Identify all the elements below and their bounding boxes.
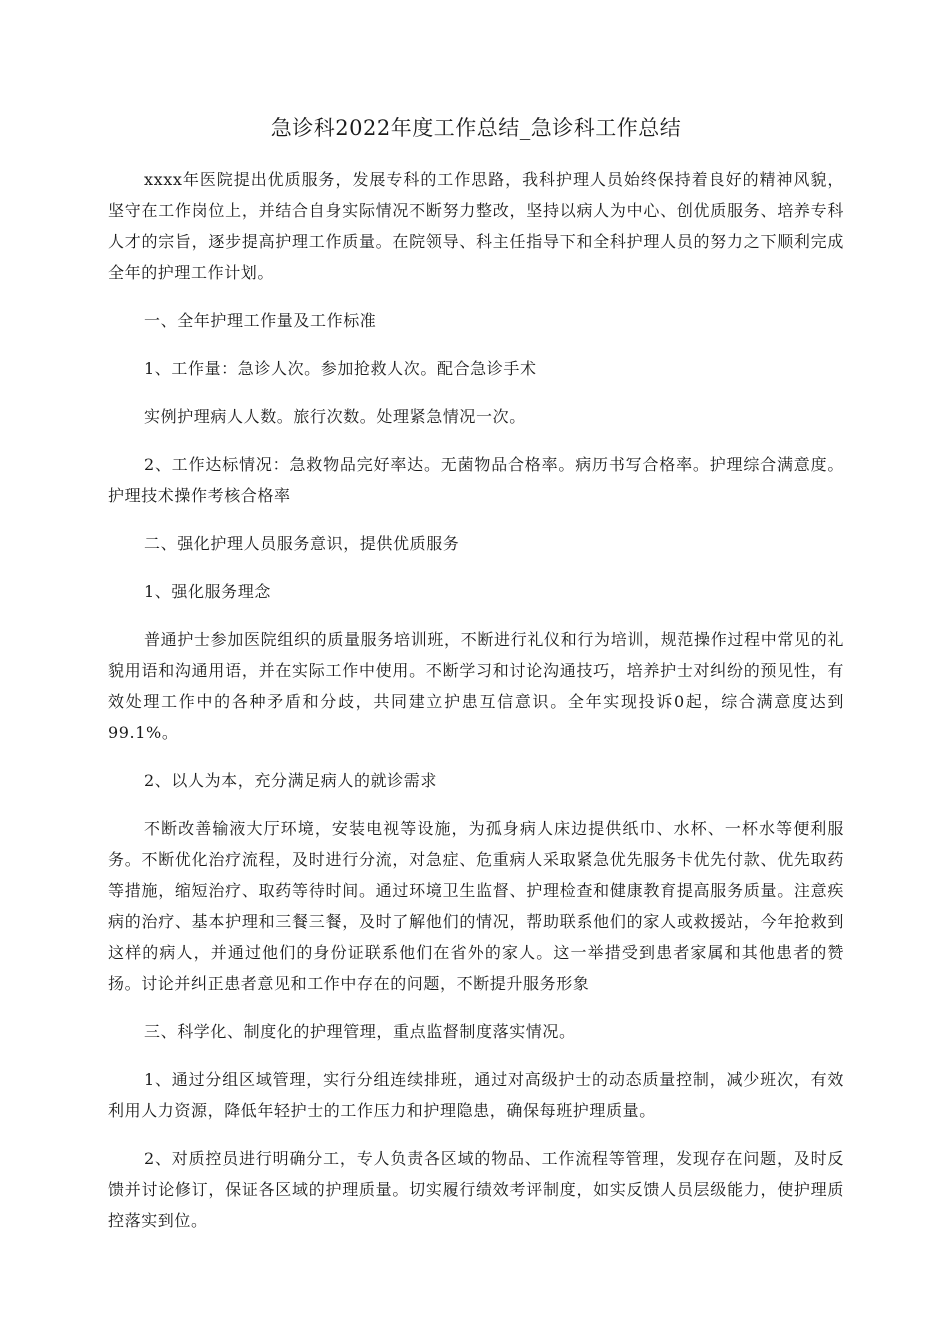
paragraph-intro: xxxx年医院提出优质服务，发展专科的工作思路，我科护理人员始终保持着良好的精神风貌，坚守在工作岗位上，并结合自身实际情况不断努力整改，坚持以病人为中心、创优质服务、培养专科人才的宗旨，逐步提高护理工作质量。在院领导、科主任指导下和全科护理人员的努力之下顺利完成全年的护理工作计划。 — [108, 170, 844, 282]
heading-section-1: 一、全年护理工作量及工作标准 — [144, 311, 377, 330]
heading-section-2: 二、强化护理人员服务意识，提供优质服务 — [144, 534, 460, 553]
paragraph-workload-detail: 实例护理病人人数。旅行次数。处理紧急情况一次。 — [144, 407, 526, 426]
paragraph-service-training: 普通护士参加医院组织的质量服务培训班，不断进行礼仪和行为培训，规范操作过程中常见的礼貌用语和沟通用语，并在实际工作中使用。不断学习和讨论沟通技巧，培养护士对纠纷的预见性，有效处理工作中的各种矛盾和分歧，共同建立护患互信意识。全年实现投诉0起，综合满意度达到99.1%。 — [108, 630, 844, 742]
paragraph-patient-services: 不断改善输液大厅环境，安装电视等设施，为孤身病人床边提供纸巾、水杯、一杯水等便利服务。不断优化治疗流程，及时进行分流，对急症、危重病人采取紧急优先服务卡优先付款、优先取药等措施，缩短治疗、取药等待时间。通过环境卫生监督、护理检查和健康教育提高服务质量。注意疾病的治疗、基本护理和三餐三餐，及时了解他们的情况，帮助联系他们的家人或救援站，今年抢救到这样的病人，并通过他们的身份证联系他们在省外的家人。这一举措受到患者家属和其他患者的赞扬。讨论并纠正患者意见和工作中存在的问题，不断提升服务形象 — [108, 819, 844, 993]
paragraph-workload: 1、工作量：急诊人次。参加抢救人次。配合急诊手术 — [144, 359, 537, 378]
document-page — [108, 112, 844, 1253]
paragraph-group-management: 1、通过分组区域管理，实行分组连续排班，通过对高级护士的动态质量控制，减少班次，有效利用人力资源，降低年轻护士的工作压力和护理隐患，确保每班护理质量。 — [108, 1070, 844, 1120]
paragraph-standards: 2、工作达标情况：急救物品完好率达。无菌物品合格率。病历书写合格率。护理综合满意度。护理技术操作考核合格率 — [108, 455, 844, 505]
paragraph-quality-control: 2、对质控员进行明确分工，专人负责各区域的物品、工作流程等管理，发现存在问题，及时反馈并讨论修订，保证各区域的护理质量。切实履行绩效考评制度，如实反馈人员层级能力，使护理质控落实到位。 — [108, 1149, 844, 1230]
document-title: 急诊科2022年度工作总结_急诊科工作总结 — [270, 116, 682, 140]
subheading-patient-needs: 2、以人为本，充分满足病人的就诊需求 — [144, 771, 437, 790]
heading-section-3: 三、科学化、制度化的护理管理，重点监督制度落实情况。 — [144, 1022, 576, 1041]
subheading-service-concept: 1、强化服务理念 — [144, 582, 271, 601]
